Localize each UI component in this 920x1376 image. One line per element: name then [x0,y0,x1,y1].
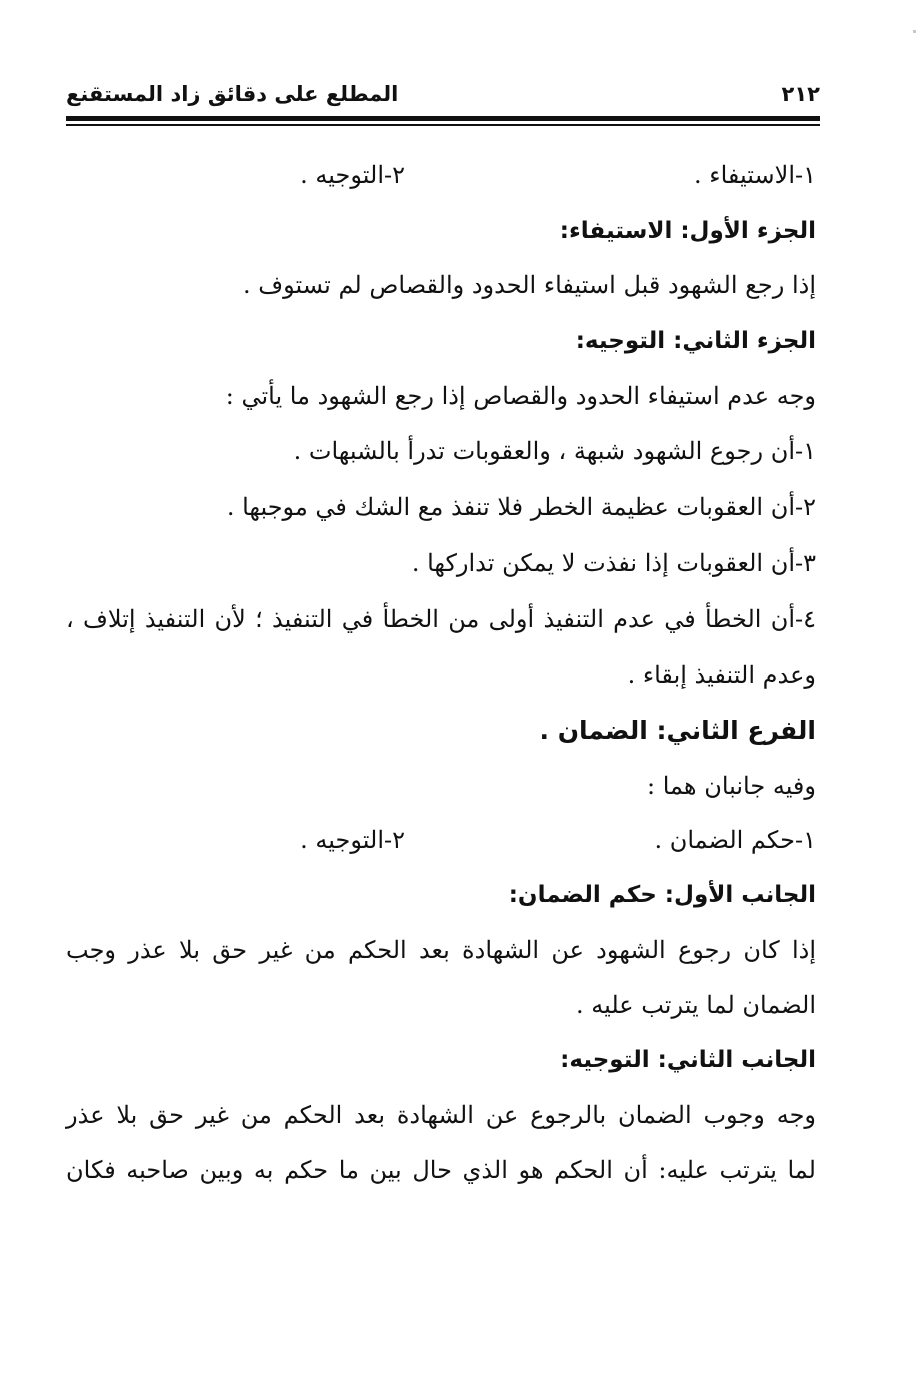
running-title: المطلع على دقائق زاد المستقنع [66,82,399,106]
reason-2: ٢-أن العقوبات عظيمة الخطر فلا تنفذ مع الشك في موجبها . [226,493,816,521]
branch-two-heading: الفرع الثاني: الضمان . [539,716,816,745]
page-header [66,82,820,114]
part2-intro: وجه عدم استيفاء الحدود والقصاص إذا رجع الشهود ما يأتي : [225,382,816,410]
reason-3: ٣-أن العقوبات إذا نفذت لا يمكن تداركها . [411,549,816,577]
side1-line-1: إذا كان رجوع الشهود عن الشهادة بعد الحكم من غير حق بلا عذر وجب [66,936,816,964]
side2-heading: الجانب الثاني: التوجيه: [560,1047,816,1073]
header-rule-thin [66,124,820,126]
part1-heading: الجزء الأول: الاستيفاء: [559,218,816,244]
side1-heading: الجانب الأول: حكم الضمان: [508,882,816,908]
page-number: ٢١٢ [781,82,820,106]
side2-line-2: لما يترتب عليه: أن الحكم هو الذي حال بين ما حكم به وبين صاحبه فكان [66,1156,816,1184]
part1-text: إذا رجع الشهود قبل استيفاء الحدود والقصاص لم تستوف . [242,271,816,299]
part2-heading: الجزء الثاني: التوجيه: [575,328,816,354]
reason-4-continuation: وعدم التنفيذ إبقاء . [627,661,816,689]
list-item-tawjih: ٢-التوجيه . [300,161,405,189]
branch-two-intro: وفيه جانبان هما : [647,772,816,800]
header-rule-thick [66,116,820,121]
list-item-hukm: ١-حكم الضمان . [654,826,816,854]
scan-speck [913,30,916,33]
side2-line-1: وجه وجوب الضمان بالرجوع عن الشهادة بعد الحكم من غير حق بلا عذر [66,1101,816,1129]
reason-1: ١-أن رجوع الشهود شبهة ، والعقوبات تدرأ بالشبهات . [293,437,816,465]
side1-line-2: الضمان لما يترتب عليه . [575,991,816,1019]
list-item-istifa: ١-الاستيفاء . [694,161,816,189]
list-item-tawjih-2: ٢-التوجيه . [300,826,405,854]
reason-4: ٤-أن الخطأ في عدم التنفيذ أولى من الخطأ في التنفيذ ؛ لأن التنفيذ إتلاف ، [66,605,816,633]
